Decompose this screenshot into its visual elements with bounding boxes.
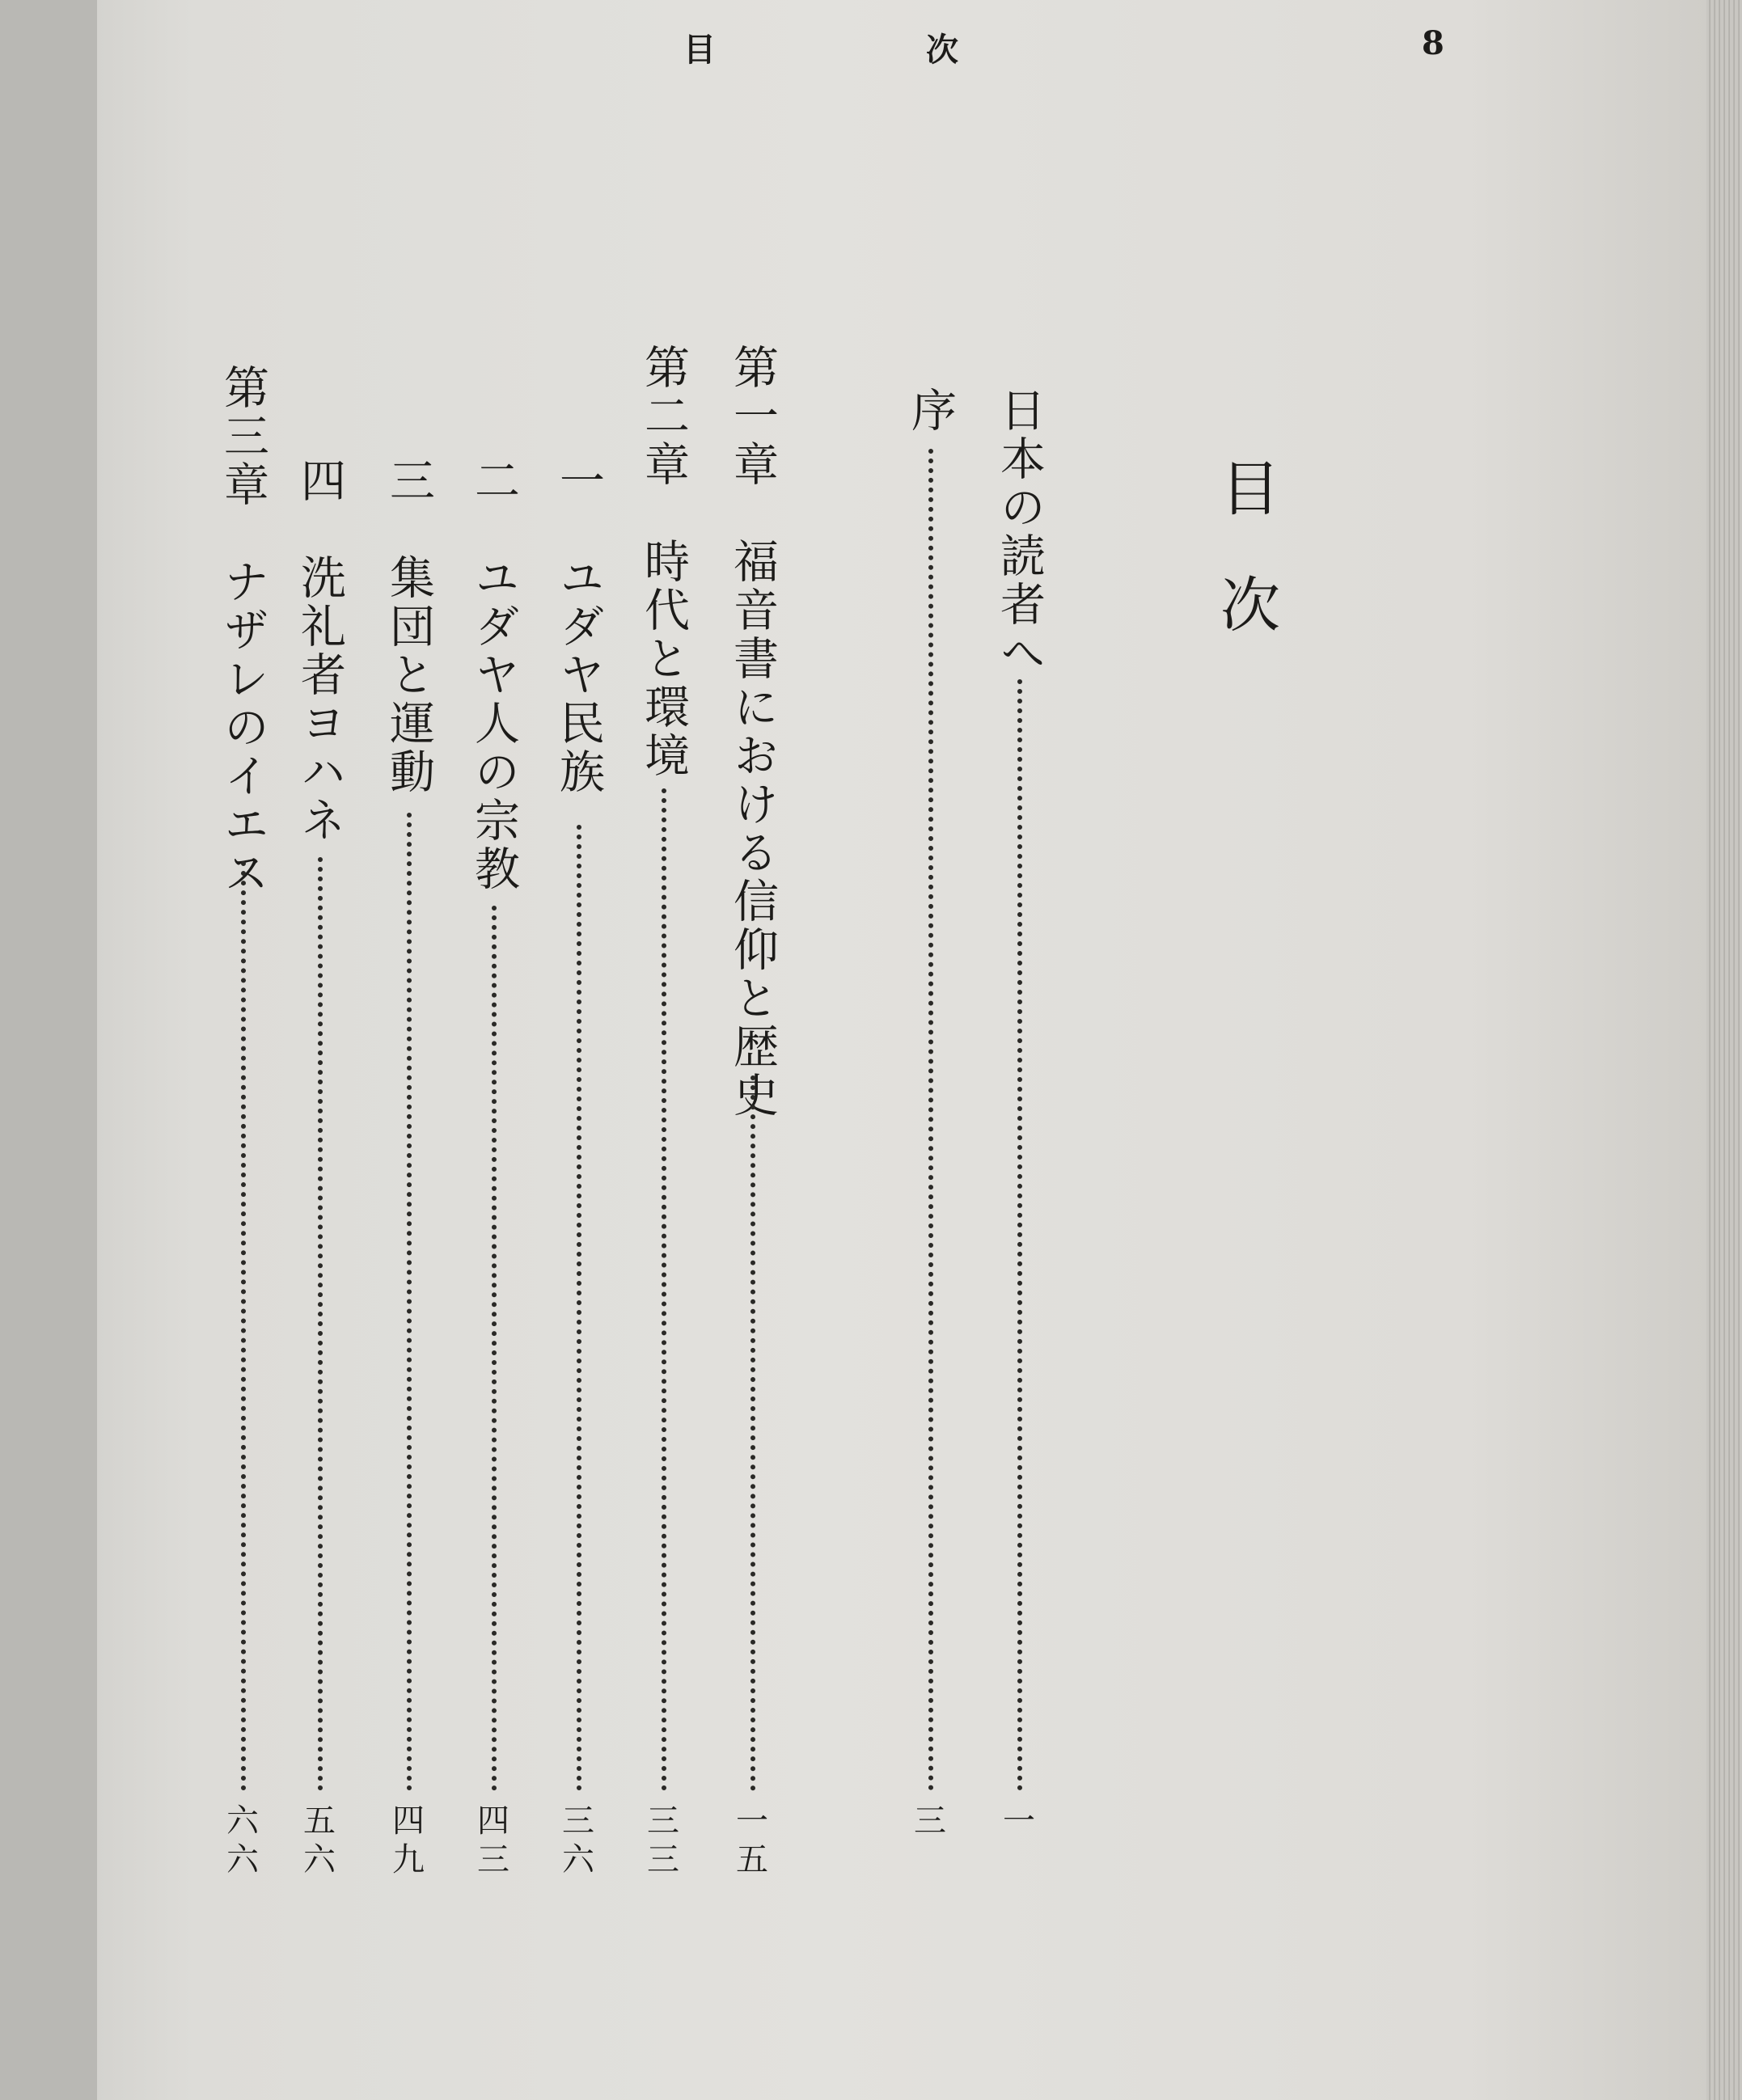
leader-dots — [662, 788, 666, 1791]
toc-entry-ch2[interactable] — [635, 0, 691, 2100]
toc-entry-preface[interactable] — [902, 0, 958, 2100]
toc-entry-ch3[interactable] — [214, 0, 271, 2100]
toc-entry-page: 六六 — [226, 1802, 259, 1878]
leader-dots — [492, 906, 497, 1791]
running-head-right: 次 — [926, 31, 958, 69]
toc-entry-label: 序 — [904, 387, 957, 435]
toc-entry-ch1[interactable] — [724, 0, 780, 2100]
leader-dots — [928, 449, 933, 1791]
toc-entry-ch2-3[interactable] — [380, 0, 437, 2100]
toc-entry-label: 日本の読者へ — [993, 387, 1046, 678]
toc-entry-page: 一五 — [736, 1802, 768, 1878]
toc-entry-page: 三 — [914, 1802, 946, 1840]
toc-entry-label: 三 集団と運動 — [383, 457, 435, 796]
desk-background — [0, 0, 97, 2100]
toc-entry-page: 四三 — [477, 1802, 509, 1878]
page-number: 8 — [1422, 24, 1444, 62]
toc-entry-page: 四九 — [392, 1802, 425, 1878]
toc-entry-label: 第一章 福音書における信仰と歴史 — [726, 344, 779, 1120]
leader-dots — [241, 861, 246, 1791]
toc-entry-ch2-2[interactable] — [465, 0, 522, 2100]
toc-entry-label: 二 ユダヤ人の宗教 — [467, 457, 520, 894]
toc-entry-label: 第二章 時代と環境 — [637, 344, 690, 780]
leader-dots — [407, 813, 412, 1791]
toc-entry-page: 五六 — [303, 1802, 336, 1878]
page-edges — [1706, 0, 1742, 2100]
toc-entry-readers[interactable] — [991, 0, 1047, 2100]
toc-entry-page: 三六 — [562, 1802, 594, 1878]
toc-entry-page: 一 — [1003, 1802, 1035, 1840]
toc-entry-ch2-1[interactable] — [550, 0, 607, 2100]
toc-entry-page: 三三 — [647, 1802, 679, 1878]
toc-entry-label: 四 洗礼者ヨハネ — [294, 457, 346, 845]
toc-entry-ch2-4[interactable] — [291, 0, 348, 2100]
toc-entry-label: 第三章 ナザレのイエス — [217, 364, 269, 898]
leader-dots — [1017, 679, 1022, 1791]
running-head-left: 目 — [683, 31, 716, 69]
toc-entry-label: 一 ユダヤ民族 — [552, 457, 605, 796]
leader-dots — [318, 857, 323, 1791]
leader-dots — [577, 825, 581, 1791]
leader-dots — [750, 1075, 755, 1791]
toc-title: 目次 — [1211, 457, 1280, 690]
